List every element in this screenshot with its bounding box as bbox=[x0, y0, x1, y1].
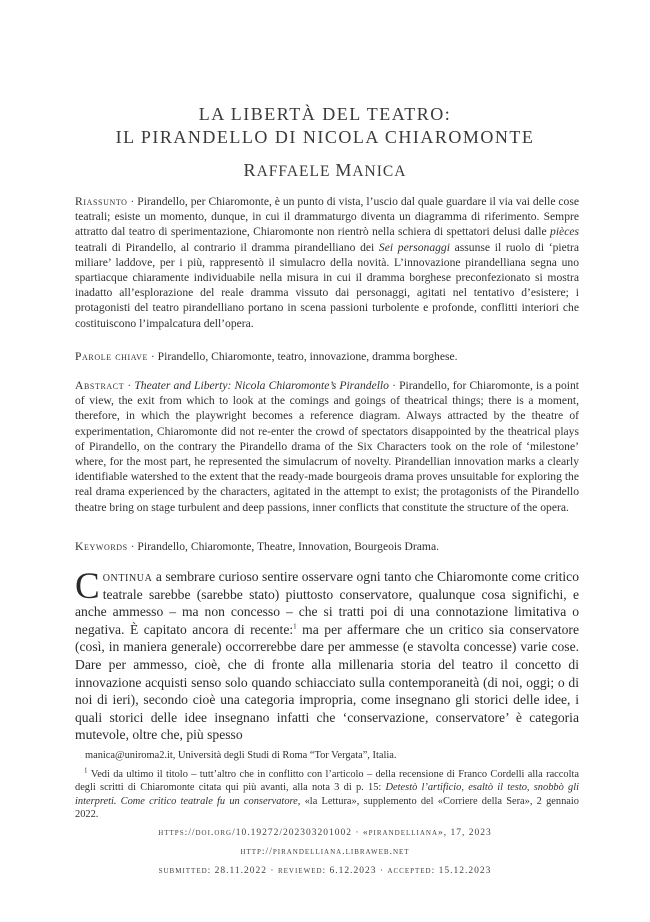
riassunto-label: Riassunto bbox=[75, 195, 128, 208]
keywords-label: Keywords bbox=[75, 540, 128, 553]
abstract-paragraph bbox=[75, 378, 579, 515]
author-name bbox=[0, 160, 650, 181]
article-title-line1: LA LIBERTÀ DEL TEATRO: bbox=[198, 104, 452, 124]
body-text-b: ma per affermare che un critico sia conservatore (così, in maniera generale) occorrerebbe dare per ammesse (e stavolta concesse) varie cose. Dare per ammesso, cioè, che di fronte alla millenaria storia del teatro il concetto di innovazione acquisti senso solo quando schiacciato sulla contemporaneità (di noi, oggi; o di noi di ieri), secondo cioè una categoria impropria, come insegnano gli storici delle idee, i quali storici delle idee insegnano infatti che ‘conservazione, conservatore’ è categoria mutevole, oltre che, più spesso bbox=[75, 621, 579, 743]
footer-dates-line: submitted: 28.11.2022 · reviewed: 6.12.2023 · accepted: 15.12.2023 bbox=[158, 866, 492, 876]
footer-url-line[interactable]: http://pirandelliana.libraweb.net bbox=[240, 847, 410, 857]
riassunto-text-b: teatrali di Pirandello, al contrario il dramma pirandelliano dei bbox=[75, 240, 379, 254]
riassunto-text-a: Pirandello, per Chiaromonte, è un punto di vista, l’uscio dal quale guardare il via vai delle cose teatrali; esiste un momento, dunque, in cui il drammaturgo diventa un diagramma di riferimento. Sempre attratto dal teatro di sperimentazione, Chiaromonte non rientrò nella schiera di spettatori delusi dalle bbox=[75, 195, 579, 239]
footnote-1-text-b: , «la Lettura», supplemento del «Corriere della Sera», 2 gennaio 2022. bbox=[75, 795, 579, 821]
parole-chiave-text: Pirandello, Chiaromonte, teatro, innovazione, dramma borghese. bbox=[157, 350, 458, 363]
footnote-1 bbox=[75, 768, 579, 822]
abstract-label: Abstract bbox=[75, 379, 125, 392]
parole-chiave-sep: · bbox=[148, 350, 158, 363]
parole-chiave-label: Parole chiave bbox=[75, 350, 148, 363]
keywords-sep: · bbox=[127, 540, 138, 553]
author-first-rest: AFFAELE bbox=[256, 163, 331, 180]
riassunto-italic-pieces: pièces bbox=[550, 225, 579, 239]
author-affiliation-note: manica@uniroma2.it, Università degli Studi di Roma “Tor Vergata”, Italia. bbox=[85, 750, 397, 761]
keywords-text: Pirandello, Chiaromonte, Theatre, Innovation, Bourgeois Drama. bbox=[137, 540, 439, 553]
riassunto-text-c: assunse il ruolo di ‘pietra miliare’ laddove, per i più, rappresentò il simulacro della novità. L’innovazione pirandelliana segna uno spartiacque chiaramente individuabile nella misura in cui il dramma borghese preconfezionato si mostra inadatto all’esplorazione del reale dramma vissuto dai personaggi, agitati nel tentativo d’esistere; i protagonisti del teatro pirandelliano portano in scena passioni turbolente e profonde, conflitti interiori che costituiscono l’impalcatura dell’opera. bbox=[75, 240, 579, 330]
footnote-ref-1[interactable]: 1 bbox=[293, 622, 297, 631]
footer-doi-line[interactable]: https://doi.org/10.19272/202303201002 · «pirandelliana», 17, 2023 bbox=[158, 828, 492, 838]
body-lead-word: ontinua bbox=[102, 569, 153, 584]
author-last-rest: ANICA bbox=[352, 163, 407, 180]
abstract-sep: · bbox=[124, 379, 135, 392]
riassunto-italic-sei-personaggi: Sei personaggi bbox=[378, 240, 450, 254]
abstract-title-italic: Theater and Liberty: Nicola Chiaromonte’s Pirandello bbox=[134, 379, 389, 392]
footnote-1-italic-title: Detestò l’artificio, esaltò il testo, snobbò gli interpreti. Come critico teatrale fu un conservatore bbox=[75, 782, 579, 807]
author-last-initial: M bbox=[335, 160, 353, 180]
body-paragraph bbox=[75, 568, 579, 744]
riassunto-sep: · bbox=[127, 195, 138, 208]
article-title-line2: IL PIRANDELLO DI NICOLA CHIAROMONTE bbox=[115, 127, 535, 147]
parole-chiave-paragraph bbox=[75, 349, 579, 364]
keywords-paragraph bbox=[75, 539, 579, 554]
body-text-a: a sembrare curioso sentire osservare ogni tanto che Chiaromonte come critico teatrale sarebbe (sarebbe stato) piuttosto conservatore, qualunque cosa significhi, e anche ammesso – ma non concesso – che si tratti poi di una connotazione limitativa o negativa. È capitato ancora di recente: bbox=[75, 569, 579, 637]
author-first-initial: R bbox=[243, 160, 257, 180]
footnote-1-text-a: Vedi da ultimo il titolo – tutt’altro che in conflitto con l’articolo – della recensione di Franco Cordelli alla raccolta degli scritti di Chiaromonte citata qui più avanti, alla nota 3 di p. 15: bbox=[75, 769, 579, 794]
riassunto-paragraph bbox=[75, 194, 579, 331]
abstract-text: · Pirandello, for Chiaromonte, is a point of view, the exit from which to look at the comings and goings of theatrical things; there is a moment, therefore, in which the playwright becomes a reference diagram. Always attracted by the theatre of experimentation, Chiaromonte did not re-enter the crowd of spectators disappointed by the theatrical plays of Pirandello, on the contrary the Pirandello drama of the Six Characters took on the role of ‘milestone’ where, for the most part, he represented the simulacrum of novelty. Pirandellian innovation marks a clearly identifiable watershed to the extent that the ready-made bourgeois drama proves unsuitable for exploring the real drama experienced by the characters, agitated in the attempt to exist; the protagonists of the Pirandello theatre bring on stage turbulent and deep passions, inner conflicts that constitute the structure of the opera. bbox=[75, 379, 579, 514]
footnote-1-number: 1 bbox=[84, 766, 88, 775]
drop-cap: C bbox=[75, 566, 100, 607]
